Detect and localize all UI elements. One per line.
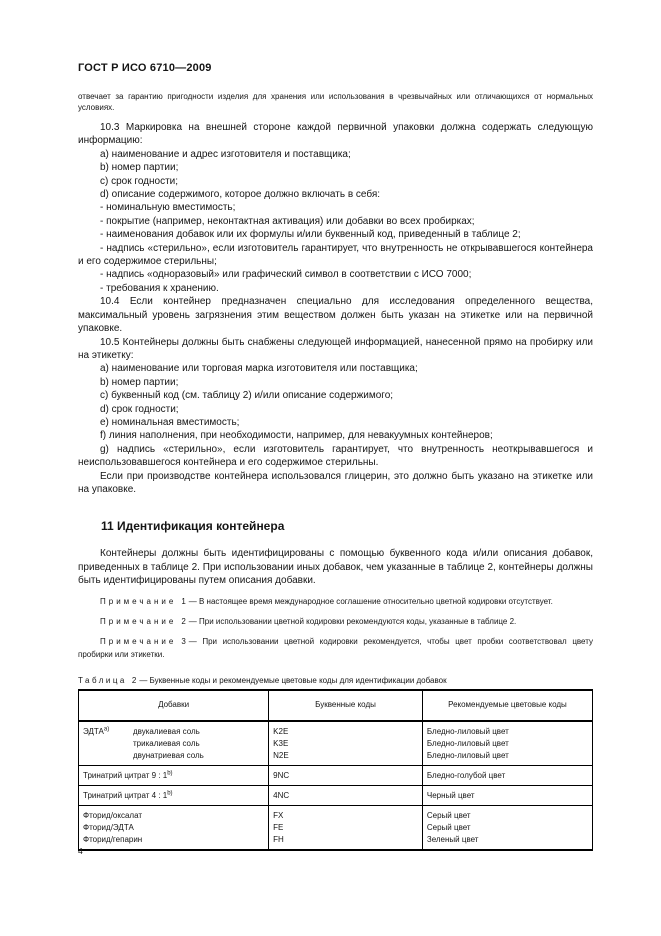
list-item-10-5-f: f) линия наполнения, при необходимости, например, для невакуумных контейнеров; — [100, 430, 493, 442]
fluoride-color-2: Серый цвет — [426, 822, 471, 832]
note-3 — [78, 635, 593, 661]
list-item-10-3-b: b) номер партии; — [100, 162, 179, 174]
edta-salts — [133, 726, 204, 762]
fluoride-code-1: FX — [273, 810, 284, 820]
list-item-10-5-c: c) буквенный код (см. таблицу 2) и/или описание содержимого; — [100, 390, 394, 402]
note-1-number: 1 — [181, 596, 186, 606]
list-item-10-5-g: g) надпись «стерильно», если изготовитель гарантирует, что внутренность неоткрывавшегося и неиспользовавшегося контейнера и его содержимое стерильны. — [78, 443, 593, 469]
fluoride-color-3: Зеленый цвет — [426, 834, 479, 844]
edta-label: ЭДТА$^{a)}$ — [83, 725, 110, 736]
edta-salt-3: двунатриевая соль — [133, 750, 204, 760]
footnote-marker-b: b) — [167, 769, 173, 776]
table-2-header-row — [79, 690, 593, 721]
dash-item-single-use: - надпись «одноразовый» или графический символ в соответствии с ИСО 7000; — [100, 269, 472, 281]
cell-fluoride-colors — [422, 805, 592, 850]
page-number: 4 — [78, 846, 83, 856]
note-2 — [78, 615, 593, 628]
edta-salt-1: двукалиевая соль — [133, 726, 200, 736]
fluoride-color-1: Серый цвет — [426, 810, 471, 820]
dash-item-capacity: - номинальную вместимость; — [100, 202, 236, 214]
list-item-10-5-a: a) наименование или торговая марка изготовителя или поставщика; — [100, 363, 418, 375]
list-item-10-5-e: e) номинальная вместимость; — [100, 416, 240, 428]
cell-citrate9-code: 9NC — [269, 765, 423, 785]
list-item-10-3-d: d) описание содержимого, которое должно включать в себя: — [100, 189, 381, 201]
fluoride-code-3: FH — [273, 834, 284, 844]
list-item-10-5-b: b) номер партии; — [100, 376, 179, 388]
edta-salt-2: трикалиевая соль — [133, 738, 200, 748]
dash-item-storage: - требования к хранению. — [100, 282, 219, 294]
fluoride-name-2: Фторид/ЭДТА — [83, 822, 134, 832]
page-header-title: ГОСТ Р ИСО 6710—2009 — [78, 62, 212, 74]
note-3-number: 3 — [181, 636, 186, 646]
paragraph-10-5: 10.5 Контейнеры должны быть снабжены следующей информацией, нанесенной прямо на пробирку или на этикетку: — [78, 336, 593, 361]
paragraph-10-4: 10.4 Если контейнер предназначен специально для исследования определенного вещества, максимальный уровень загрязнения этим веществом должен быть указан на этикетке или на первичной упаковке. — [78, 296, 593, 335]
table-row-fluoride — [79, 805, 593, 850]
note-3-label: Примечание — [100, 636, 177, 646]
list-item-10-3-c: c) срок годности; — [100, 175, 179, 187]
cell-citrate9-additive: Тринатрий цитрат 9 : 1$^{b)}$ — [79, 765, 269, 785]
note-2-label: Примечание — [100, 616, 177, 626]
dash-item-sterile-label: - надпись «стерильно», если изготовитель гарантирует, что внутренность не открывавшегося контейнера и его содержимое стерильны; — [78, 242, 593, 268]
intro-continuation-paragraph: отвечает за гарантию пригодности изделия для хранения или использования в чрезвычайных или отличающихся от нормальных условиях. — [78, 92, 593, 112]
fluoride-code-2: FE — [273, 822, 284, 832]
list-item-10-3-a: a) наименование и адрес изготовителя и поставщика; — [100, 148, 351, 160]
edta-color-1: Бледно-лиловый цвет — [426, 726, 509, 736]
dash-item-coating: - покрытие (например, неконтактная активация) или добавки во всех пробирках; — [100, 215, 475, 227]
column-header-color-codes: Рекомендуемые цветовые коды — [422, 690, 592, 721]
note-1 — [78, 595, 593, 608]
cell-fluoride-codes — [269, 805, 423, 850]
footnote-marker-a: a) — [103, 725, 110, 732]
table-row-citrate-4-1 — [79, 785, 593, 805]
note-2-number: 2 — [181, 616, 186, 626]
cell-citrate9-color: Бледно-голубой цвет — [422, 765, 592, 785]
table-2-caption-number: 2 — [131, 675, 137, 685]
section-10-body — [78, 121, 593, 496]
fluoride-name-1: Фторид/оксалат — [83, 810, 143, 820]
note-3-text: — При использовании цветной кодировки рекомендуется, чтобы цвет пробки соответствовал цвету пробирки или этикетки. — [78, 636, 593, 659]
edta-code-1: K2E — [273, 726, 289, 736]
table-2 — [78, 689, 593, 851]
edta-color-3: Бледно-лиловый цвет — [426, 750, 509, 760]
page-content — [78, 62, 593, 851]
paragraph-glycerin: Если при производстве контейнера использовался глицерин, это должно быть указано на этикетке или на упаковке. — [78, 470, 593, 495]
note-2-text: — При использовании цветной кодировки рекомендуются коды, указанные в таблице 2. — [188, 616, 517, 626]
table-row-edta — [79, 721, 593, 766]
dash-item-additive-names: - наименования добавок или их формулы и/или буквенный код, приведенный в таблице 2; — [100, 229, 521, 241]
edta-color-2: Бледно-лиловый цвет — [426, 738, 509, 748]
cell-edta-colors — [422, 721, 592, 766]
table-2-caption — [78, 675, 593, 686]
cell-citrate4-code: 4NC — [269, 785, 423, 805]
cell-edta-additive — [79, 721, 269, 766]
edta-code-2: K3E — [273, 738, 289, 748]
section-11-heading: 11 Идентификация контейнера — [101, 519, 285, 534]
column-header-additives: Добавки — [79, 690, 269, 721]
fluoride-name-3: Фторид/гепарин — [83, 834, 143, 844]
table-2-caption-text: — Буквенные коды и рекомендуемые цветовые коды для идентификации добавок — [139, 675, 447, 685]
column-header-letter-codes: Буквенные коды — [269, 690, 423, 721]
footnote-marker-b2: b) — [167, 789, 173, 796]
cell-citrate4-color: Черный цвет — [422, 785, 592, 805]
list-item-10-5-d: d) срок годности; — [100, 403, 179, 415]
cell-edta-codes — [269, 721, 423, 766]
edta-code-3: N2E — [273, 750, 289, 760]
section-11-paragraph: Контейнеры должны быть идентифицированы с помощью буквенного кода и/или описания добавок, приведенных в таблице 2. При использовании иных добавок, чем указанные в таблице 2, контейнеры должны быть идентифицированы путем описания добавки. — [78, 548, 593, 587]
note-1-label: Примечание — [100, 596, 177, 606]
table-2-caption-label: Таблица — [78, 675, 127, 685]
cell-citrate4-additive: Тринатрий цитрат 4 : 1$^{b)}$ — [79, 785, 269, 805]
paragraph-10-3: 10.3 Маркировка на внешней стороне каждой первичной упаковки должна содержать следующую информацию: — [78, 122, 593, 147]
table-row-citrate-9-1 — [79, 765, 593, 785]
note-1-text: — В настоящее время международное соглашение относительно цветной кодировки отсутствует. — [188, 596, 553, 606]
cell-fluoride-additives — [79, 805, 269, 850]
